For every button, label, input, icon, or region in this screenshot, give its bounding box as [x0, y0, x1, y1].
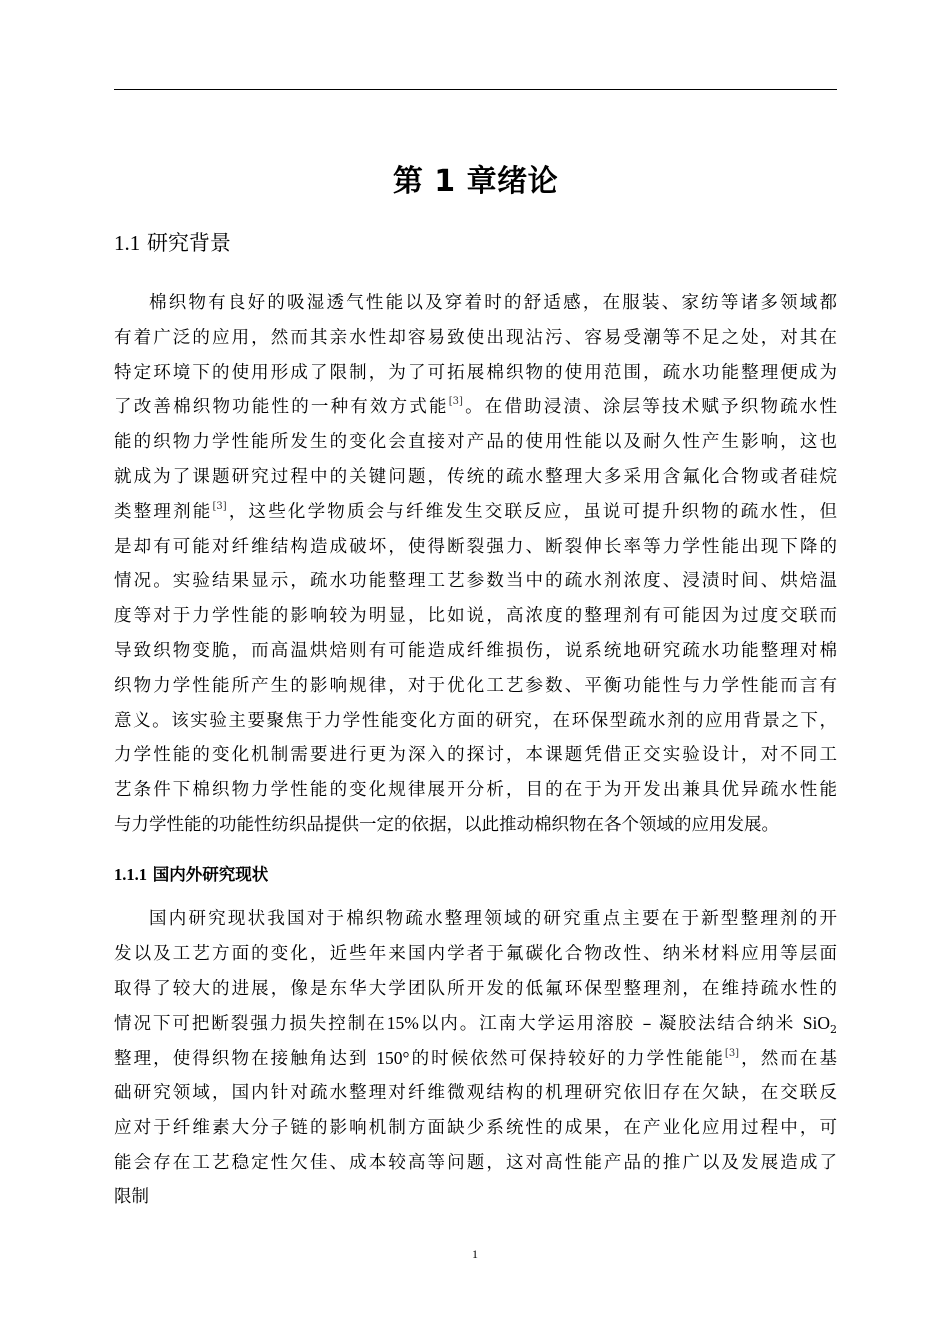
subsection-number: 1.1.1	[114, 865, 147, 884]
section-number: 1.1	[114, 231, 141, 255]
line-segment: 。在借助浸渍、涂层等技术赋予织物疏水性	[462, 397, 838, 418]
citation-ref: [3]	[448, 396, 463, 408]
paragraph-line: 能的织物力学性能所发生的变化会直接对产品的使用性能以及耐久性产生影响，这也	[114, 432, 837, 453]
paragraph-line: 度等对于力学性能的影响较为明显，比如说，高浓度的整理剂有可能因为过度交联而	[114, 606, 837, 627]
paragraph-line: 应对于纤维素大分子链的影响机制方面缺少系统性的成果，在产业化应用过程中，可	[114, 1117, 837, 1138]
paragraph-line: 艺条件下棉织物力学性能的变化规律展开分析，目的在于为开发出兼具优异疏水性能	[114, 780, 837, 801]
paragraph-line: 力学性能的变化机制需要进行更为深入的探讨，本课题凭借正交实验设计，对不同工	[114, 745, 837, 766]
paragraph-research-status	[114, 902, 837, 1215]
paragraph-line: 导致织物变脆，而高温烘焙则有可能造成纤维损伤，说系统地研究疏水功能整理对棉	[114, 640, 837, 661]
paragraph-line: 与力学性能的功能性纺织品提供一定的依据，以此推动棉织物在各个领域的应用发展。	[114, 814, 779, 835]
paragraph-line: 是却有可能对纤维结构造成破坏，使得断裂强力、断裂伸长率等力学性能出现下降的	[114, 536, 837, 557]
subsection-heading	[114, 862, 268, 888]
line-segment: 类整理剂能	[114, 501, 213, 522]
paragraph-line: 能会存在工艺稳定性欠佳、成本较高等问题，这对高性能产品的推广以及发展造成了	[114, 1152, 837, 1173]
line-segment: 15%	[386, 1013, 419, 1034]
paragraph-line: 有着广泛的应用，然而其亲水性却容易致使出现沾污、容易受潮等不足之处，对其在	[114, 327, 837, 348]
paragraph-line: 特定环境下的使用形成了限制，为了可拓展棉织物的使用范围，疏水功能整理便成为	[114, 362, 837, 383]
citation-ref: [3]	[724, 1048, 740, 1060]
page-number: 1	[472, 1247, 478, 1261]
paragraph-line: 情况。实验结果显示，疏水功能整理工艺参数当中的疏水剂浓度、浸渍时间、烘焙温	[114, 571, 837, 592]
paragraph-line: 发以及工艺方面的变化，近些年来国内学者于氟碳化合物改性、纳米材料应用等层面	[114, 943, 837, 964]
paragraph-line: 础研究领域，国内针对疏水整理对纤维微观结构的机理研究依旧存在欠缺，在交联反	[114, 1082, 837, 1103]
paragraph-line	[114, 390, 837, 425]
paragraph-line: 取得了较大的进展，像是东华大学团队所开发的低氟环保型整理剂，在维持疏水性的	[114, 978, 837, 999]
paragraph-line: 国内研究现状我国对于棉织物疏水整理领域的研究重点主要在于新型整理剂的开	[149, 909, 837, 929]
paragraph-line	[114, 495, 837, 530]
paragraph-line: 就成为了课题研究过程中的关键问题，传统的疏水整理大多采用含氟化合物或者硅烷	[114, 466, 837, 487]
line-segment: 以内。江南大学运用溶胶 – 凝胶法结合纳米	[418, 1014, 796, 1035]
line-segment: ，然而在基	[739, 1049, 838, 1070]
chapter-title: 第 1 章绪论	[392, 164, 559, 199]
section-heading	[114, 228, 231, 258]
chemical-subscript: 2	[830, 1023, 837, 1037]
paragraph-line: 织物力学性能所产生的影响规律，对于优化工艺参数、平衡功能性与力学性能而言有	[114, 675, 837, 696]
line-segment: 整理，使得织物在接触角达到	[114, 1049, 369, 1070]
paragraph-background	[114, 286, 837, 843]
header-rule	[114, 89, 837, 90]
line-segment: 的时候依然可保持较好的力学性能能	[409, 1049, 725, 1070]
paragraph-line: 意义。该实验主要聚焦于力学性能变化方面的研究，在环保型疏水剂的应用背景之下，	[114, 710, 837, 731]
line-segment: ，这些化学物质会与纤维发生交联反应，虽说可提升织物的疏水性，但	[226, 501, 838, 522]
subsection-title: 国内外研究现状	[152, 865, 269, 884]
line-segment: 了改善棉织物功能性的一种有效方式能	[114, 397, 449, 418]
citation-ref: [3]	[212, 500, 227, 512]
paragraph-line	[114, 1006, 837, 1041]
paragraph-line: 限制	[114, 1187, 149, 1208]
section-title: 研究背景	[146, 231, 231, 255]
paragraph-line	[114, 1041, 837, 1076]
paragraph-line: 棉织物有良好的吸湿透气性能以及穿着时的舒适感，在服装、家纺等诸多领域都	[149, 293, 837, 313]
chemical-formula: SiO	[802, 1013, 830, 1034]
line-segment: 情况下可把断裂强力损失控制在	[114, 1014, 387, 1035]
line-segment: 150°	[376, 1048, 410, 1069]
